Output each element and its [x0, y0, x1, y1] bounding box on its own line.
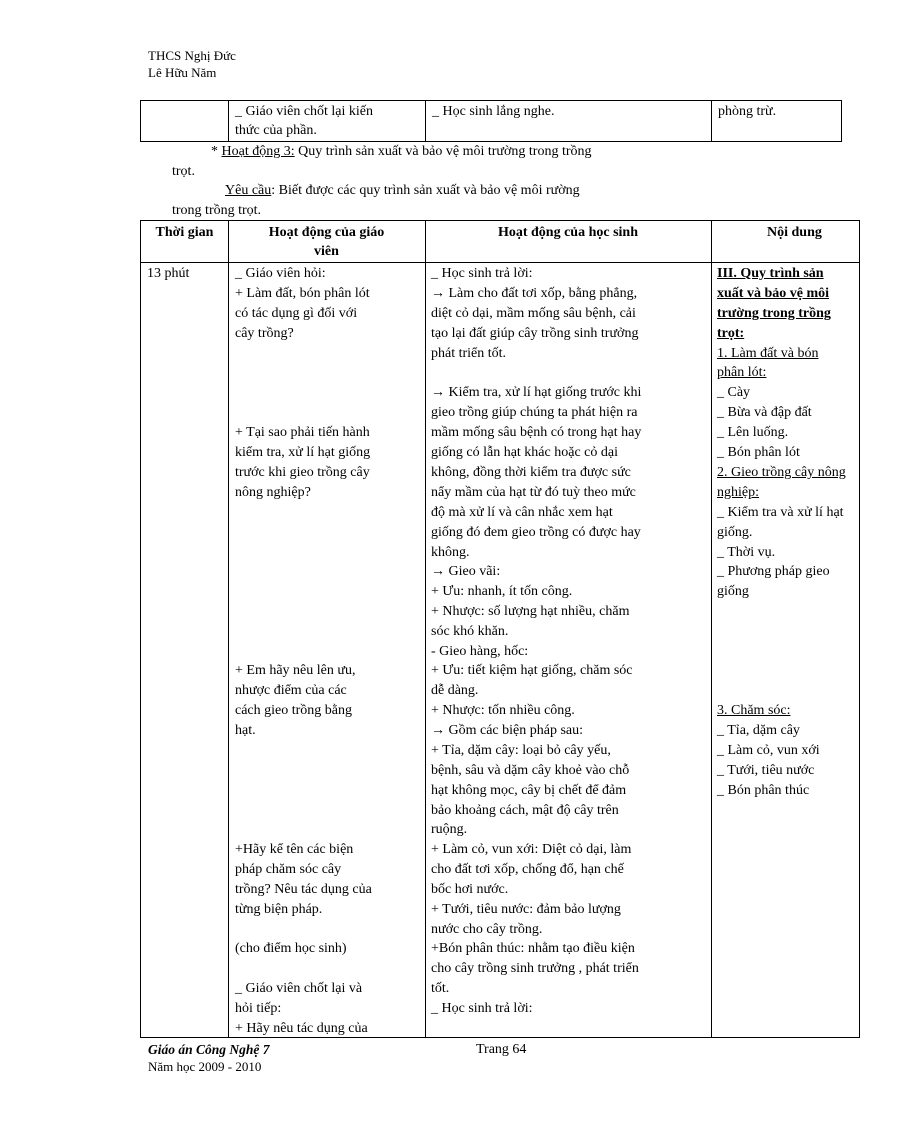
student-line: - Gieo hàng, hốc: — [431, 644, 529, 659]
student-line: bảo khoảng cách, mật độ cây trên — [431, 803, 619, 818]
header-teacher-line: Hoạt động của giáo — [268, 225, 385, 240]
student-line: nẩy mầm của hạt từ đó tuỳ theo mức — [431, 485, 636, 500]
top-content-cell: phòng trừ. — [711, 101, 841, 141]
student-line: mầm mống sâu bệnh có trong hạt hay — [431, 425, 642, 440]
teacher-name: Lê Hữu Năm — [148, 65, 217, 80]
teacher-line: trồng? Nêu tác dụng của — [235, 882, 372, 897]
student-line: → Gieo vãi: — [431, 564, 501, 579]
teacher-line: cách gieo trồng bằng — [235, 703, 353, 718]
content-item: _ Bón phân lót — [717, 445, 800, 460]
content-item: giống — [717, 584, 749, 599]
teacher-line: nông nghiệp? — [235, 485, 311, 500]
student-line: cho cây trồng sinh trưởng , phát triển — [431, 961, 639, 976]
teacher-line: + Làm đất, bón phân lót — [235, 286, 370, 301]
section-title: xuất và bảo vệ môi — [717, 286, 829, 301]
top-student-cell: _ Học sinh lắng nghe. — [425, 101, 711, 141]
student-line: không. — [431, 545, 470, 560]
content-item: _ Cày — [717, 385, 751, 400]
content-item: _ Kiểm tra và xử lí hạt — [717, 505, 844, 520]
student-line: _ Học sinh trả lời: — [431, 266, 533, 281]
activity-star: * — [211, 144, 218, 159]
requirement — [225, 181, 716, 201]
content-item: _ Tưới, tiêu nước — [717, 763, 815, 778]
content-item: giống. — [717, 525, 753, 540]
activity-title — [211, 142, 716, 162]
student-line: không, đồng thời kiểm tra được sức — [431, 465, 631, 480]
content-item: _ Lên luống. — [717, 425, 789, 440]
requirement-cont: trong trồng trọt. — [172, 203, 262, 218]
student-line: bốc hơi nước. — [431, 882, 509, 897]
teacher-line: _ Giáo viên chốt lại và — [235, 981, 363, 996]
teacher-line: nhược điểm của các — [235, 683, 347, 698]
requirement-text: : Biết được các quy trình sản xuất và bảo vệ môi rường — [271, 183, 580, 198]
activity-table — [140, 220, 860, 1038]
student-line: giống có lẫn hạt khác hoặc cỏ dại — [431, 445, 618, 460]
student-line: → Kiểm tra, xử lí hạt giống trước khi — [431, 385, 642, 400]
student-line: hạt không mọc, cây bị chết để đảm — [431, 783, 627, 798]
student-line: dễ dàng. — [431, 683, 479, 698]
student-line: → Làm cho đất tơi xốp, bằng phẳng, — [431, 286, 638, 301]
teacher-line: cây trồng? — [235, 326, 294, 341]
activity-title-cont: trọt. — [172, 164, 195, 179]
teacher-line: pháp chăm sóc cây — [235, 862, 342, 877]
teacher-line: + Hãy nêu tác dụng của — [235, 1021, 368, 1036]
top-table-row — [140, 100, 842, 142]
student-line: gieo trồng giúp chúng ta phát hiện ra — [431, 405, 638, 420]
header-divider — [141, 262, 859, 263]
student-line: giống đó đem gieo trồng có được hay — [431, 525, 641, 540]
student-line: + Ưu: nhanh, ít tốn công. — [431, 584, 573, 599]
time-cell: 13 phút — [147, 266, 190, 281]
teacher-line: trước khi gieo trồng cây — [235, 465, 370, 480]
subsection-2-title-cont: nghiệp: — [717, 485, 759, 500]
content-item: _ Bón phân thúc — [717, 783, 810, 798]
footer-page: Trang 64 — [476, 1042, 527, 1057]
activity-label: Hoạt động 3: — [221, 144, 295, 159]
subsection-1 — [717, 344, 818, 364]
student-line: độ mà xử lí và cân nhắc xem hạt — [431, 505, 613, 520]
footer-year: Năm học 2009 - 2010 — [148, 1059, 262, 1074]
subsection-2-title: 2. Gieo trồng cây nông — [717, 465, 846, 480]
section-title: trường trong trồng — [717, 306, 831, 321]
teacher-line: (cho điểm học sinh) — [235, 941, 347, 956]
student-line: + Tỉa, dặm cây: loại bỏ cây yếu, — [431, 743, 611, 758]
content-item: _ Tỉa, dặm cây — [717, 723, 800, 738]
top-teacher-cell — [228, 101, 425, 141]
student-line: + Nhược: số lượng hạt nhiều, chăm — [431, 604, 630, 619]
student-line: bệnh, sâu và dặm cây khoẻ vào chỗ — [431, 763, 630, 778]
content-item: _ Thời vụ. — [717, 545, 776, 560]
student-line: diệt cỏ dại, mầm mống sâu bệnh, cải — [431, 306, 636, 321]
teacher-line: + Em hãy nêu lên ưu, — [235, 663, 356, 678]
header-content: Nội dung — [767, 225, 822, 240]
teacher-line: có tác dụng gì đối với — [235, 306, 358, 321]
student-line: + Tưới, tiêu nước: đảm bảo lượng — [431, 902, 621, 917]
student-line: + Làm cỏ, vun xới: Diệt cỏ dại, làm — [431, 842, 632, 857]
section-title: III. Quy trình sản — [717, 266, 824, 281]
teacher-line: +Hãy kể tên các biện — [235, 842, 354, 857]
teacher-line: + Tại sao phải tiến hành — [235, 425, 370, 440]
student-line: nước cho cây trồng. — [431, 922, 543, 937]
footer-subject: Giáo án Công Nghệ 7 — [148, 1042, 270, 1057]
top-teacher-line: _ Giáo viên chốt lại kiến — [235, 104, 374, 119]
column-divider — [425, 221, 426, 1037]
subsection-1-title: 1. Làm đất và bón — [717, 346, 819, 361]
student-line: sóc khó khăn. — [431, 624, 509, 639]
student-line: + Ưu: tiết kiệm hạt giống, chăm sóc — [431, 663, 633, 678]
subsection-3-title: 3. Chăm sóc: — [717, 703, 791, 718]
student-line: → Gồm các biện pháp sau: — [431, 723, 584, 738]
school-name: THCS Nghị Đức — [148, 48, 236, 63]
header-student: Hoạt động của học sinh — [497, 225, 639, 240]
header-time: Thời gian — [155, 225, 214, 240]
column-divider — [711, 221, 712, 1037]
header-teacher-line: viên — [314, 244, 339, 259]
content-item: _ Bừa và đập đất — [717, 405, 812, 420]
student-line: +Bón phân thúc: nhằm tạo điều kiện — [431, 941, 635, 956]
requirement-label: Yêu cầu — [225, 183, 272, 198]
teacher-line: hạt. — [235, 723, 256, 738]
header-teacher — [228, 223, 425, 261]
student-line: ruộng. — [431, 822, 468, 837]
top-teacher-line: thức của phần. — [235, 123, 317, 138]
teacher-line: hỏi tiếp: — [235, 1001, 282, 1016]
student-line: _ Học sinh trả lời: — [431, 1001, 533, 1016]
teacher-line: từng biện pháp. — [235, 902, 323, 917]
teacher-line: kiểm tra, xử lí hạt giống — [235, 445, 371, 460]
content-item: _ Phương pháp gieo — [717, 564, 830, 579]
column-divider — [228, 221, 229, 1037]
section-title: trọt: — [717, 326, 745, 341]
subsection-1-title-cont: phân lót: — [717, 365, 767, 380]
student-line: phát triển tốt. — [431, 346, 507, 361]
student-line: + Nhược: tốn nhiều công. — [431, 703, 575, 718]
student-line: cho đất tơi xốp, chống đổ, hạn chế — [431, 862, 624, 877]
student-line: tạo lại đất giúp cây trồng sinh trưởng — [431, 326, 639, 341]
student-line: tốt. — [431, 981, 450, 996]
activity-title-text: Quy trình sản xuất và bảo vệ môi trường trong trồng — [298, 144, 592, 159]
teacher-line: _ Giáo viên hỏi: — [235, 266, 326, 281]
content-item: _ Làm cỏ, vun xới — [717, 743, 820, 758]
